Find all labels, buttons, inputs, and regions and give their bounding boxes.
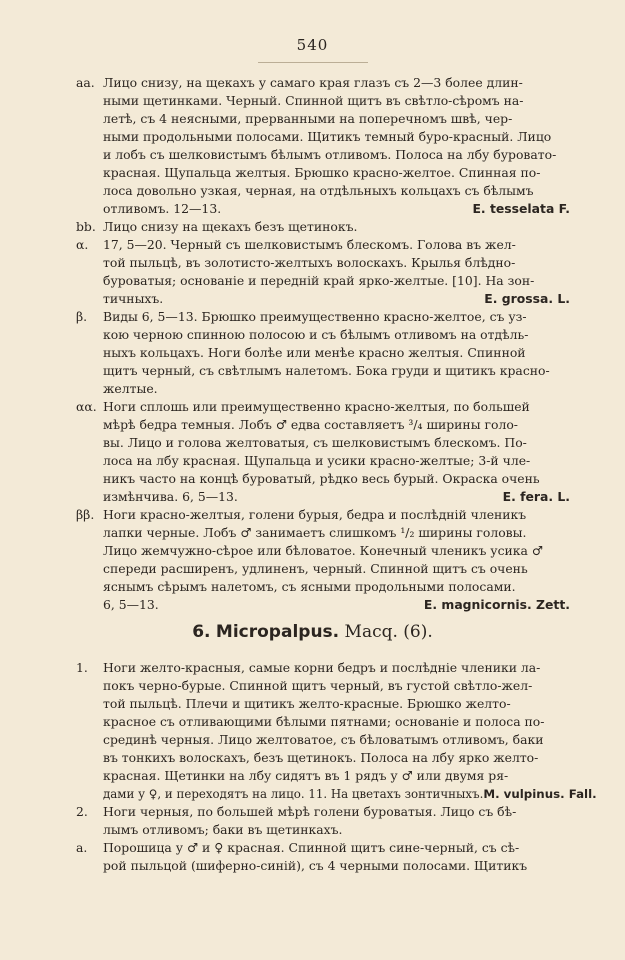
entry-line: никъ часто на концѣ буроватый, рѣдко весь бурый. Окраска очень [103,471,540,486]
key-entry [76,236,570,308]
key-entry [76,839,570,875]
entry-line: въ тонкихъ волоскахъ, безъ щетинокъ. Полоса на лбу ярко желто- [103,750,539,765]
entry-line [103,290,570,308]
section-genus: Micropalpus. [215,622,340,642]
entry-line: красное съ отливающими бѣлыми пятнами; основаніе и полоса по- [103,714,545,729]
entry-line: Ноги красно-желтыя, голени бурыя, бедра и послѣдній членикъ [103,507,527,522]
key-entry [76,308,570,398]
entry-line: буроватыя; основаніе и передній край ярко-желтые. [10]. На зон- [103,273,535,288]
entry-marker: 2. [76,804,88,819]
entry-line: Ноги сплошь или преимущественно красно-желтыя, по большей [103,399,530,414]
entry-line-text: отливомъ. 12—13. [103,201,222,216]
key-entries-bottom [76,659,597,875]
entry-line: срединѣ черныя. Лицо желтоватое, съ бѣловатымъ отливомъ, баки [103,732,544,747]
entry-line [103,200,570,218]
entry-line: мѣрѣ бедра темныя. Лобъ ♂ едва составляетъ ³/₄ ширины голо- [103,417,518,432]
entry-line: Лицо снизу на щекахъ безъ щетинокъ. [103,219,358,234]
entry-line: той пыльцѣ. Плечи и щитикъ желто-красные. Брюшко желто- [103,696,511,711]
entry-line: кою черною спинною полосою и съ бѣлымъ отливомъ на отдѣль- [103,327,529,342]
entry-marker: α. [76,237,89,252]
section-author: Macq. [344,622,398,642]
entry-marker: a. [76,840,88,855]
species-name: M. vulpinus. Fall. [483,787,597,801]
key-entry [76,659,597,803]
entry-line: спереди расширенъ, удлиненъ, черный. Спинной щитъ съ очень [103,561,528,576]
key-entries-top [76,74,570,614]
entry-line: Лицо снизу, на щекахъ у самаго края глазъ съ 2—3 более длин- [103,75,523,90]
entry-line-text: тичныхъ. [103,291,164,306]
entry-line: вы. Лицо и голова желтоватыя, съ шелковистымъ блескомъ. По- [103,435,527,450]
entry-line: покъ черно-бурые. Спинной щитъ черный, въ густой свѣтло-жел- [103,678,533,693]
entry-line: Порошица у ♂ и ♀ красная. Спинной щитъ сине-черный, съ сѣ- [103,840,520,855]
entry-line-text: измѣнчива. 6, 5—13. [103,489,238,504]
key-entry [76,74,570,218]
entry-line: Ноги желто-красныя, самые корни бедръ и послѣдніе членики ла- [103,660,541,675]
section-count: (6). [403,622,433,642]
header-rule [258,62,368,63]
page-number: 540 [296,36,329,54]
entry-marker: ββ. [76,507,95,522]
entry-line-text: 6, 5—13. [103,597,159,612]
entry-line: Виды 6, 5—13. Брюшко преимущественно красно-желтое, съ уз- [103,309,527,324]
entry-line: той пыльцѣ, въ золотисто-желтыхъ волоскахъ. Крылья блѣдно- [103,255,516,270]
entry-line-text: дами у ♀, и переходятъ на лицо. 11. На цветахъ зонтичныхъ. [103,787,484,801]
entry-line: лымъ отливомъ; баки въ щетинкахъ. [103,822,343,837]
entry-marker: 1. [76,660,88,675]
species-name: E. tesselata F. [472,201,570,216]
entry-line: Лицо жемчужно-сѣрое или бѣловатое. Конечный членикъ усика ♂ [103,543,543,558]
entry-line: и лобъ съ шелковистымъ бѣлымъ отливомъ. Полоса на лбу буровато- [103,147,557,162]
species-name: E. magnicornis. Zett. [423,597,570,612]
entry-line: лоса на лбу красная. Щупальца и усики красно-желтые; 3-й чле- [103,453,531,468]
key-entry [76,218,570,236]
entry-line: ными продольными полосами. Щитикъ темный буро-красный. Лицо [103,129,552,144]
entry-marker: αα. [76,399,97,414]
species-name: E. grossa. L. [484,291,570,306]
entry-line: яснымъ сѣрымъ налетомъ, съ ясными продольными полосами. [103,579,516,594]
entry-line: рой пыльцой (шиферно-синій), съ 4 черными полосами. Щитикъ [103,858,528,873]
entry-line: ными щетинками. Черный. Спинной щитъ въ свѣтло-сѣромъ на- [103,93,524,108]
entry-line [103,785,597,803]
entry-line: ныхъ кольцахъ. Ноги болѣе или менѣе красно желтыя. Спинной [103,345,526,360]
entry-line: красная. Щупальца желтыя. Брюшко красно-желтое. Спинная по- [103,165,541,180]
entry-marker: β. [76,309,88,324]
entry-line: лоса довольно узкая, черная, на отдѣльныхъ кольцахъ съ бѣлымъ [103,183,534,198]
entry-line: щитъ черный, съ свѣтлымъ налетомъ. Бока груди и щитикъ красно- [103,363,550,378]
entry-line: Ноги черныя, по большей мѣрѣ голени буроватыя. Лицо съ бѣ- [103,804,517,819]
entry-line: летѣ, съ 4 неясными, прерванными на поперечномъ швѣ, чер- [103,111,513,126]
entry-line [103,488,570,506]
entry-marker: aa. [76,75,95,90]
key-entry [76,398,570,506]
entry-marker: bb. [76,219,96,234]
section-heading [0,622,625,642]
section-number: 6. [192,622,211,642]
entry-line: 17, 5—20. Черный съ шелковистымъ блескомъ. Голова въ жел- [103,237,516,252]
entry-line: желтые. [103,381,158,396]
key-entry [76,803,570,839]
species-name: E. fera. L. [502,489,570,504]
key-entry [76,506,570,614]
entry-line: красная. Щетинки на лбу сидятъ въ 1 рядъ у ♂ или двумя ря- [103,768,509,783]
entry-line [103,596,570,614]
entry-line: лапки черные. Лобъ ♂ занимаетъ слишкомъ ¹/₂ ширины головы. [103,525,527,540]
